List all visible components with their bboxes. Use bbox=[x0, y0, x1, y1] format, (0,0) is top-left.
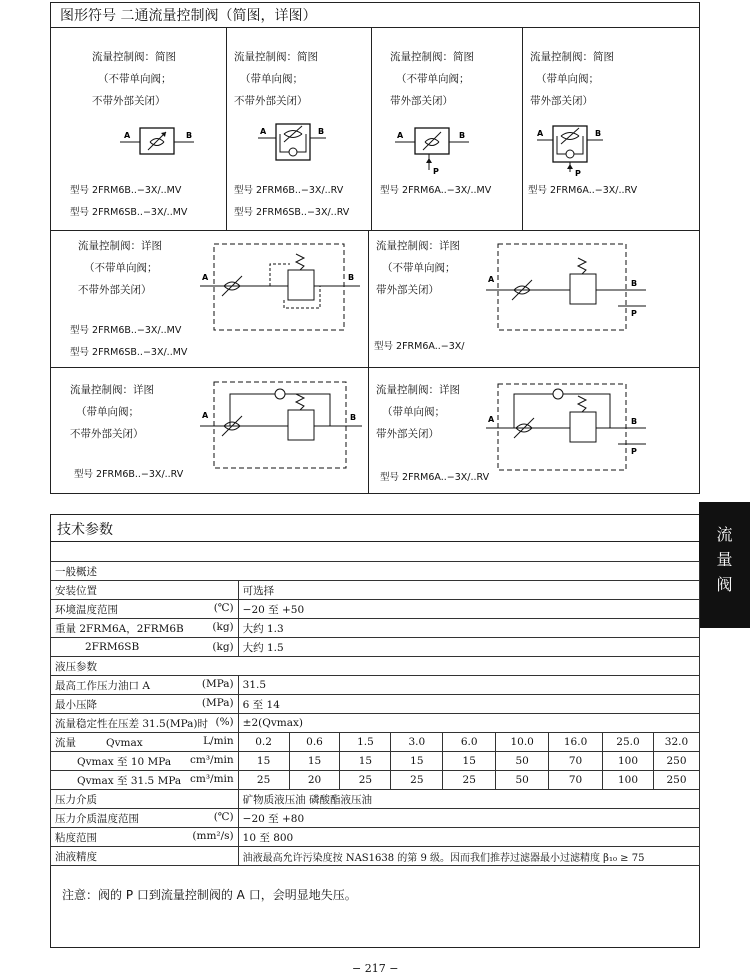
note: 注意：阀的 P 口到流量控制阀的 A 口，会明显地失压。 bbox=[62, 888, 357, 902]
spec-table bbox=[50, 561, 700, 866]
cell: 液压参数 bbox=[51, 657, 700, 676]
q10-value: 15 bbox=[391, 752, 443, 771]
port-p-label: P bbox=[631, 309, 637, 318]
detail-cell-2 bbox=[376, 235, 460, 301]
port-b-label: B bbox=[631, 417, 638, 426]
detail-cell-1 bbox=[78, 235, 162, 301]
q10-value: 70 bbox=[549, 752, 603, 771]
cell: 安装位置 bbox=[51, 581, 239, 600]
caption: 不带外部关闭） bbox=[234, 95, 308, 107]
col-divider bbox=[226, 27, 227, 230]
cell: 油液最高允许污染度按 NAS1638 的第 9 级。因而我们推荐过滤器最小过滤精度 β₁₀ ≥ 75 bbox=[238, 847, 699, 866]
caption: （不带单向阀； bbox=[98, 73, 172, 85]
model-label: 型号 2FRM6B..−3X/..RV bbox=[234, 185, 344, 196]
port-b-label: B bbox=[631, 279, 638, 288]
flow-value: 32.0 bbox=[653, 733, 699, 752]
model-label: 型号 2FRM6SB..−3X/..MV bbox=[70, 347, 188, 358]
q31-value: 25 bbox=[391, 771, 443, 790]
cell: 10 至 800 bbox=[238, 828, 699, 847]
caption: 流量控制阀：详图 bbox=[376, 384, 460, 396]
q31-value: 25 bbox=[443, 771, 496, 790]
caption: 带外部关闭） bbox=[376, 428, 439, 440]
q31-value: 50 bbox=[496, 771, 549, 790]
caption: 带外部关闭） bbox=[376, 284, 439, 296]
caption: （不带单向阀； bbox=[382, 262, 456, 274]
tech-title: 技术参数 bbox=[57, 522, 113, 538]
model-label: 型号 2FRM6SB..−3X/..RV bbox=[234, 207, 350, 218]
port-a-label: A bbox=[260, 127, 267, 136]
side-char: 量 bbox=[716, 550, 733, 569]
row-divider bbox=[50, 367, 700, 368]
caption: 流量控制阀：简图 bbox=[530, 51, 614, 63]
title-rule bbox=[50, 27, 700, 28]
flow-value: 25.0 bbox=[603, 733, 654, 752]
cell: 大约 1.3 bbox=[238, 619, 699, 638]
caption: 流量控制阀：简图 bbox=[390, 51, 474, 63]
simple-cell-3 bbox=[390, 46, 474, 112]
caption: 流量控制阀：详图 bbox=[376, 240, 460, 252]
side-tab bbox=[699, 502, 750, 628]
cell: 大约 1.5 bbox=[238, 638, 699, 657]
port-b-label: B bbox=[348, 273, 355, 282]
page-title: 图形符号 二通流量控制阀（简图，详图） bbox=[60, 8, 317, 24]
cell: 可选择 bbox=[238, 581, 699, 600]
port-a-label: A bbox=[202, 411, 209, 420]
flow-value: 0.6 bbox=[289, 733, 340, 752]
q10-value: 250 bbox=[653, 752, 699, 771]
row-divider bbox=[50, 230, 700, 231]
port-a-label: A bbox=[397, 131, 404, 140]
q10-value: 50 bbox=[496, 752, 549, 771]
port-a-label: A bbox=[537, 129, 544, 138]
caption: 流量控制阀：简图 bbox=[234, 51, 318, 63]
cell: −20 至 +50 bbox=[238, 600, 699, 619]
caption: （带单向阀； bbox=[382, 406, 445, 418]
simple-cell-1 bbox=[92, 46, 176, 112]
caption: 流量控制阀：详图 bbox=[78, 240, 162, 252]
caption: （带单向阀； bbox=[240, 73, 303, 85]
q31-value: 25 bbox=[340, 771, 391, 790]
cell: 2FRM6SB (kg) bbox=[51, 638, 239, 657]
port-b-label: B bbox=[186, 131, 193, 140]
cell: 流量 Qvmax L/min bbox=[51, 733, 239, 752]
symbol-simple-rv bbox=[258, 120, 338, 166]
cell: 流量稳定性在压差 31.5(MPa)时 (%) bbox=[51, 714, 239, 733]
side-char: 阀 bbox=[716, 575, 733, 594]
caption: 流量控制阀：详图 bbox=[70, 384, 154, 396]
cell: Qvmax 至 10 MPa cm³/min bbox=[51, 752, 239, 771]
caption: 不带外部关闭） bbox=[92, 95, 166, 107]
flow-value: 0.2 bbox=[238, 733, 289, 752]
port-b-label: B bbox=[350, 413, 357, 422]
q10-value: 15 bbox=[238, 752, 289, 771]
symbol-simple-mv bbox=[120, 122, 200, 158]
col-divider bbox=[522, 27, 523, 230]
caption: （不带单向阀； bbox=[84, 262, 158, 274]
cell: 6 至 14 bbox=[238, 695, 699, 714]
model-label: 型号 2FRM6B..−3X/..RV bbox=[74, 469, 184, 480]
model-label: 型号 2FRM6SB..−3X/..MV bbox=[70, 207, 188, 218]
cell: 压力介质温度范围 (℃) bbox=[51, 809, 239, 828]
simple-cell-2 bbox=[234, 46, 318, 112]
flow-value: 10.0 bbox=[496, 733, 549, 752]
cell: 压力介质 bbox=[51, 790, 239, 809]
caption: 不带外部关闭） bbox=[78, 284, 152, 296]
symbol-detail-mv bbox=[200, 242, 360, 334]
cell: Qvmax 至 31.5 MPa cm³/min bbox=[51, 771, 239, 790]
port-b-label: B bbox=[459, 131, 466, 140]
port-a-label: A bbox=[202, 273, 209, 282]
caption: 带外部关闭） bbox=[390, 95, 453, 107]
q31-value: 25 bbox=[238, 771, 289, 790]
q10-value: 15 bbox=[443, 752, 496, 771]
port-a-label: A bbox=[488, 415, 495, 424]
q31-value: 250 bbox=[653, 771, 699, 790]
port-p-label: P bbox=[575, 169, 581, 178]
cell: 最高工作压力油口 A (MPa) bbox=[51, 676, 239, 695]
model-label: 型号 2FRM6A..−3X/..RV bbox=[380, 472, 490, 483]
detail-cell-3 bbox=[70, 379, 154, 445]
q10-value: 15 bbox=[340, 752, 391, 771]
caption: 不带外部关闭） bbox=[70, 428, 144, 440]
cell: −20 至 +80 bbox=[238, 809, 699, 828]
caption: 带外部关闭） bbox=[530, 95, 593, 107]
cell: 重量 2FRM6A，2FRM6B (kg) bbox=[51, 619, 239, 638]
cell: 最小压降 (MPa) bbox=[51, 695, 239, 714]
port-b-label: B bbox=[595, 129, 602, 138]
port-b-label: B bbox=[318, 127, 325, 136]
cell: 环境温度范围 (℃) bbox=[51, 600, 239, 619]
caption: （带单向阀； bbox=[76, 406, 139, 418]
row-general: 一般概述 bbox=[51, 562, 700, 581]
tech-rule bbox=[50, 541, 700, 542]
side-char: 流 bbox=[716, 525, 733, 544]
q10-value: 15 bbox=[289, 752, 340, 771]
port-a-label: A bbox=[124, 131, 131, 140]
symbol-simple-rv-ext bbox=[537, 124, 617, 180]
cell: 油液精度 bbox=[51, 847, 239, 866]
flow-value: 6.0 bbox=[443, 733, 496, 752]
q31-value: 20 bbox=[289, 771, 340, 790]
q31-value: 70 bbox=[549, 771, 603, 790]
flow-value: 1.5 bbox=[340, 733, 391, 752]
cell: ±2(Qvmax) bbox=[238, 714, 699, 733]
col-divider bbox=[368, 230, 369, 494]
symbol-simple-mv-ext bbox=[395, 122, 475, 178]
model-label: 型号 2FRM6B..−3X/..MV bbox=[70, 185, 182, 196]
cell: 粘度范围 (mm²/s) bbox=[51, 828, 239, 847]
model-label: 型号 2FRM6A..−3X/..RV bbox=[528, 185, 638, 196]
symbol-detail-rv-ext bbox=[486, 380, 656, 476]
flow-value: 3.0 bbox=[391, 733, 443, 752]
cell: 31.5 bbox=[238, 676, 699, 695]
model-label: 型号 2FRM6A..−3X/ bbox=[374, 341, 465, 352]
caption: （不带单向阀； bbox=[396, 73, 470, 85]
model-label: 型号 2FRM6A..−3X/..MV bbox=[380, 185, 492, 196]
port-p-label: P bbox=[433, 167, 439, 176]
q31-value: 100 bbox=[603, 771, 654, 790]
port-p-label: P bbox=[631, 447, 637, 456]
model-label: 型号 2FRM6B..−3X/..MV bbox=[70, 325, 182, 336]
page-number: − 217 − bbox=[352, 962, 399, 975]
col-divider bbox=[371, 27, 372, 230]
symbol-detail-rv bbox=[200, 380, 365, 472]
cell: 矿物质液压油 磷酸酯液压油 bbox=[238, 790, 699, 809]
q10-value: 100 bbox=[603, 752, 654, 771]
symbol-detail-mv-ext bbox=[486, 240, 656, 336]
detail-cell-4 bbox=[376, 379, 460, 445]
caption: （带单向阀； bbox=[536, 73, 599, 85]
simple-cell-4 bbox=[530, 46, 614, 112]
port-a-label: A bbox=[488, 275, 495, 284]
caption: 流量控制阀：简图 bbox=[92, 51, 176, 63]
flow-value: 16.0 bbox=[549, 733, 603, 752]
